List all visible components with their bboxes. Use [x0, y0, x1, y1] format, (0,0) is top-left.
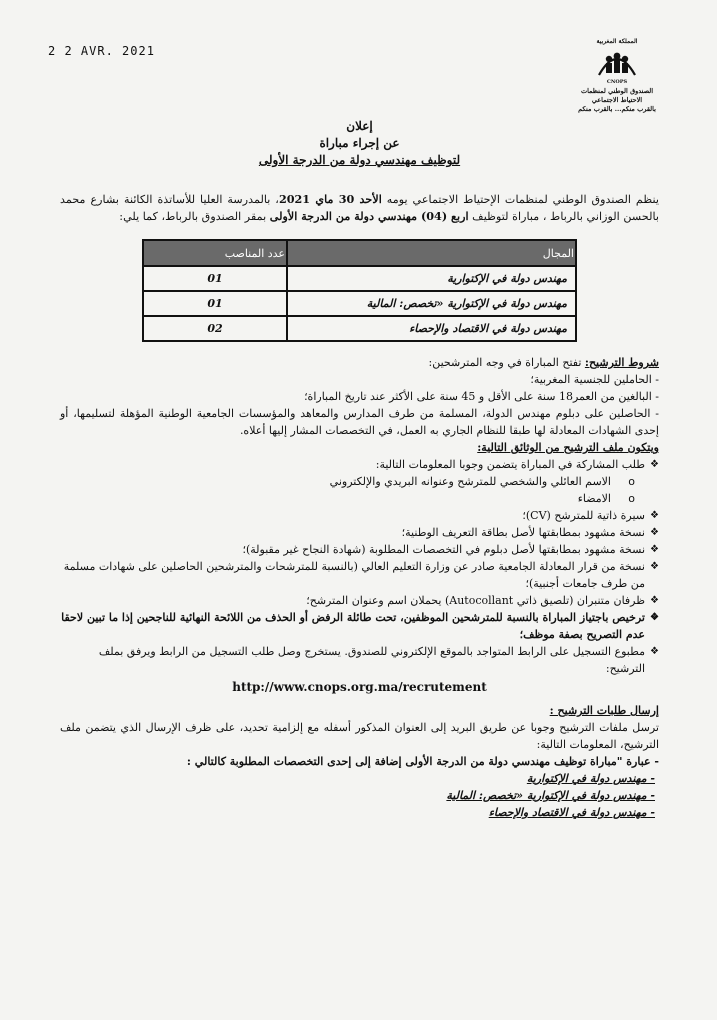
document-item: ❖ ظرفان متنبران (تلصيق ذاتي Autocollant) يحملان اسم وعنوان المترشح؛: [60, 592, 659, 609]
url-line: [60, 679, 659, 696]
announcement-label: إعلان: [346, 119, 373, 133]
announcement-title: لتوظيف مهندسي دولة من الدرجة الأولى: [258, 153, 461, 167]
submission-item: - مهندس دولة في الاقتصاد والإحصاء: [488, 806, 655, 819]
announcement-subtitle: عن إجراء مباراة: [319, 136, 400, 150]
intro-part3: بمقر الصندوق بالرباط، كما يلي:: [119, 210, 270, 223]
cnops-emblem-icon: [595, 47, 639, 77]
intro-date: الأحد 30 ماي 2021: [278, 192, 382, 206]
logo-line2: الاحتياط الاجتماعي: [591, 96, 643, 104]
row-field: مهندس دولة في الإكتوارية: [287, 266, 576, 291]
intro-part2: ، بالمدرسة العليا للأساتذة الكائنة بشارع محمد بالحسن الوزاني بالرباط ، مباراة لتوظيف: [60, 193, 659, 223]
positions-table: [142, 239, 577, 342]
documents-section: [60, 439, 659, 696]
announcement-body: [60, 118, 659, 821]
intro-count: اربع (04) مهندسي دولة من الدرجة الأولى: [269, 209, 469, 223]
header-field: المجال: [287, 240, 576, 266]
table-row: [143, 316, 576, 341]
submission-title: إرسال طلبات الترشيح :: [549, 704, 659, 717]
document-item: ❖ نسخة مشهود بمطابقتها لأصل بطاقة التعريف الوطنية؛: [60, 524, 659, 541]
header-count: عدد المناصب: [143, 240, 287, 266]
table-row: [143, 291, 576, 316]
documents-title: ويتكون ملف الترشيح من الوثائق التالية:: [477, 441, 659, 454]
submission-item: - مهندس دولة في الإكتوارية «تخصص: المالية: [446, 789, 655, 802]
row-count: 01: [143, 291, 287, 316]
logo-tagline: بالقرب منكم... بالقرب منكم: [578, 105, 656, 113]
logo-kingdom: المملكة المغربية: [596, 38, 638, 45]
submission-text: ترسل ملفات الترشيح وجوبا عن طريق البريد إلى العنوان المذكور أسفله مع إلزامية تحديد، على ظرف الإرسال الذي يتضمن ملف الترشيح، المعلومات التالية:: [60, 721, 659, 751]
application-item: ❖ طلب المشاركة في المباراة يتضمن وجوبا المعلومات التالية:: [60, 456, 659, 473]
submission-phrase: - عبارة "مباراة توظيف مهندسي دولة من الدرجة الأولى إضافة إلى إحدى التخصصات المطلوبة كالتالي :: [186, 755, 659, 768]
logo-line1: الصندوق الوطني لمنظمات: [580, 87, 654, 95]
row-field: مهندس دولة في الإكتوارية «تخصص: المالية: [287, 291, 576, 316]
submission-item: - مهندس دولة في الإكتوارية: [526, 772, 655, 785]
condition-item: - الحاصلين على دبلوم مهندس الدولة، المسلمة من طرف المدارس والمعاهد والمؤسسات الجامعية الوطنية المؤهلة لتسليمها، أو إحدى الشهادات المعادلة لها طبقا للنظام الجاري به العمل، في التخصصات المشار إليها أعلاه.: [60, 407, 659, 437]
intro-part1: ينظم الصندوق الوطني لمنظمات الإحتياط الاجتماعي يومه: [381, 193, 660, 206]
application-sub-item: o الاسم العائلي والشخصي للمترشح وعنوانه البريدي والإلكتروني: [60, 473, 659, 490]
document-item: ❖ نسخة مشهود بمطابقتها لأصل دبلوم في التخصصات المطلوبة (شهادة النجاح غير مقبولة)؛: [60, 541, 659, 558]
row-count: 01: [143, 266, 287, 291]
table-header-row: [143, 240, 576, 266]
condition-item: - البالغين من العمر18 سنة على الأقل و 45 سنة على الأكثر عند تاريخ المباراة؛: [304, 390, 659, 403]
date-stamp: 2 2 AVR. 2021: [48, 44, 155, 58]
submission-section: [60, 702, 659, 821]
cnops-logo: [557, 38, 677, 114]
registration-item: ❖ مطبوع التسجيل على الرابط المتواجد بالموقع الإلكتروني للصندوق. يستخرج وصل طلب التسجيل من الرابط ويرفق بملف الترشيح:: [60, 643, 659, 677]
authorization-item: ❖ ترخيص باجتياز المباراة بالنسبة للمترشحين الموظفين، تحت طائلة الرفض أو الحذف من اللائحة النهائية للناجحين إذا ما تبين لاحقا عدم التصريح بصفة موظف؛: [60, 609, 659, 643]
logo-acronym: CNOPS: [606, 79, 628, 85]
row-count: 02: [143, 316, 287, 341]
intro-paragraph: [60, 191, 659, 225]
row-field: مهندس دولة في الاقتصاد والإحصاء: [287, 316, 576, 341]
table-row: [143, 266, 576, 291]
conditions-section: [60, 354, 659, 439]
condition-item: - الحاملين للجنسية المغربية؛: [530, 373, 659, 386]
document-item: ❖ سيرة ذاتية للمترشح (CV)؛: [60, 507, 659, 524]
conditions-heading-line: [60, 354, 659, 371]
conditions-intro: تفتح المباراة في وجه المترشحين:: [428, 356, 585, 369]
announcement-header: [60, 118, 659, 169]
application-sub-item: o الامضاء: [60, 490, 659, 507]
conditions-title: شروط الترشيح:: [584, 356, 659, 369]
recruitment-link[interactable]: http://www.cnops.org.ma/recrutement: [232, 680, 487, 694]
document-item: ❖ نسخة من قرار المعادلة الجامعية صادر عن وزارة التعليم العالي (بالنسبة للمترشحات والمترشحين الحاصلين على شهادات مسلمة من طرف جامعات أجنبية)؛: [60, 558, 659, 592]
